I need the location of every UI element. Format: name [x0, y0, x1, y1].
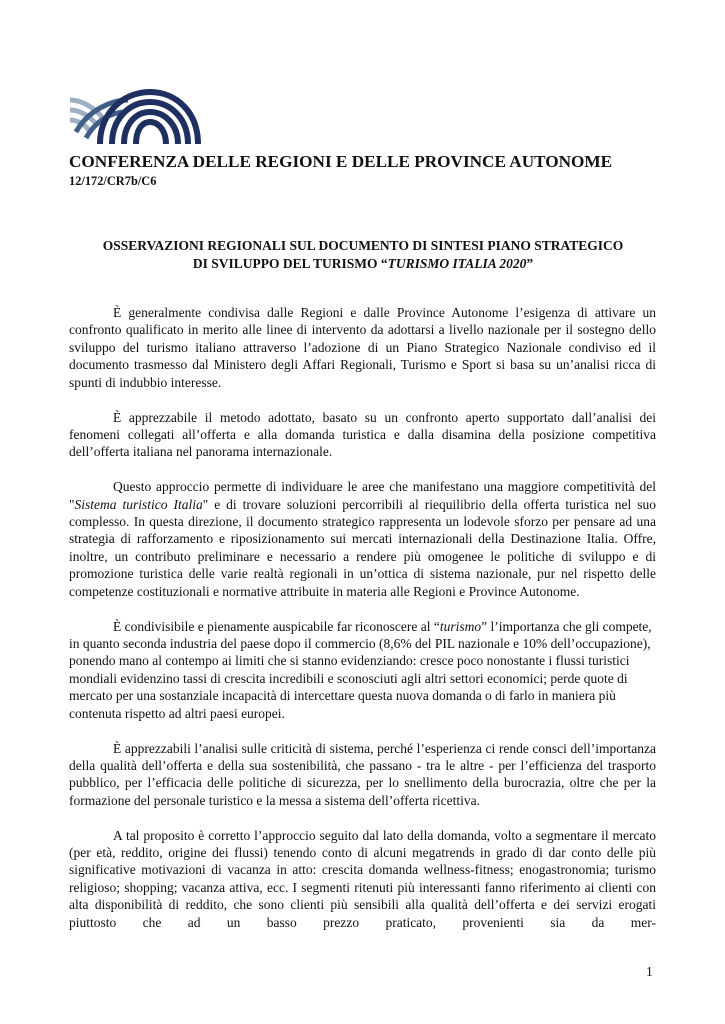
title-suffix: ”: [526, 256, 534, 271]
logo-arc-dark-3: [124, 112, 178, 144]
paragraph-4-text-b: ” l’importanza che gli compete, in quanto seconda industria del paese dopo il commercio (8,6% del PIL nazionale e 10% dell’occupazione), ponendo mano al contempo ai limiti che si stanno evidenziando: cresce poco nonostante i flussi turistici mondiali evidenzino tassi di crescita incredibili e sconosciuti agli altri settori economici; perde quote di mercato per una sostanziale incapacità di intercettare questa nuova domanda o di farlo in maniera più contenuta rispetto ad altri paesi europei.: [69, 618, 652, 721]
paragraph-4-italic: turismo: [439, 618, 482, 634]
paragraph-1: È generalmente condivisa dalle Regioni e dalle Province Autonome l’esigenza di attivare un confronto qualificato in merito alle linee di intervento da adottarsi a livello nazionale per il sostegno dello sviluppo del turismo italiano attraverso l’adozione di un Piano Strategico Nazionale condiviso ed il documento trasmesso dal Ministero degli Affari Regionali, Turismo e Sport si basa su un’analisi ricca di spunti di indubbio interesse.: [69, 305, 656, 390]
paragraph-3-text-a: Questo approccio permette di individuare le aree che manifestano una maggiore competitività del ": [69, 479, 656, 512]
document-title-line-1: OSSERVAZIONI REGIONALI SUL DOCUMENTO DI SINTESI PIANO STRATEGICO: [102, 238, 624, 253]
paragraph-4: [69, 618, 656, 722]
paragraph-4-text-a: È condivisibile e pienamente auspicabile far riconoscere al “: [113, 618, 440, 634]
title-italic: TURISMO ITALIA 2020: [387, 256, 527, 271]
conference-arcs-logo-icon: [68, 88, 202, 146]
body-text: [69, 304, 656, 949]
logo-arc-dark-inner: [136, 122, 166, 144]
organization-name: CONFERENZA DELLE REGIONI E DELLE PROVINCE AUTONOME: [69, 152, 613, 171]
document-code: 12/172/CR7b/C6: [69, 174, 157, 188]
paragraph-5: È apprezzabili l’analisi sulle criticità di sistema, perché l’esperienza ci rende consci dell’importanza della qualità dell’offerta e della sua sostenibilità, che passano - tra le altre - per l’efficienza del trasporto pubblico, per l’efficacia delle politiche di sicurezza, per lo snellimento della burocrazia, oltre che per la formazione del personale turistico e la messa a sistema dell’offerta ricettiva.: [69, 740, 656, 808]
document-title-line-2: [69, 255, 657, 273]
paragraph-6: A tal proposito è corretto l’approccio seguito dal lato della domanda, volto a segmentare il mercato (per età, reddito, origine dei flussi) tenendo conto di alcuni megatrends in grado di dar conto delle più significative motivazioni di vacanza in atto: crescita domanda wellness-fitness; enogastronomia; turismo religioso; shopping; vacanza attiva, ecc. I segmenti ritenuti più interessanti fanno riferimento ai clienti con alta disponibilità di reddito, che sono clienti più sensibili alla qualità dell’offerta e dei servizi erogati piuttosto che ad un basso prezzo praticato, provenienti sia da mer-: [69, 827, 656, 930]
paragraph-3: [69, 478, 656, 600]
page-number: 1: [646, 964, 653, 979]
paragraph-2: È apprezzabile il metodo adottato, basato su un confronto aperto supportato dall’analisi dei fenomeni collegati all’offerta e alla domanda turistica e dalla disamina della posizione competitiva dell’offerta italiana nel panorama internazionale.: [69, 409, 656, 460]
title-prefix: DI SVILUPPO DEL TURISMO “: [192, 256, 388, 271]
paragraph-3-text-b: " e di trovare soluzioni percorribili al riequilibrio della offerta turistica nel suo complesso. In questa direzione, il documento strategico rappresenta un lodevole sforzo per pensare ad una strategia di rafforzamento e riposizionamento sui mercati internazionali della Destinazione Italia. Offre, inoltre, un contributo preliminare e necessario a rendere più omogenee le politiche di sviluppo e di promozione turistica delle varie realtà regionali in un’ottica di sistema nazionale, pur nel rispetto delle competenze costituzionali e normative attribuite in materia alle Regioni e Province Autonome.: [69, 496, 656, 599]
document-title: [69, 237, 657, 273]
paragraph-3-italic: Sistema turistico Italia: [74, 496, 203, 512]
